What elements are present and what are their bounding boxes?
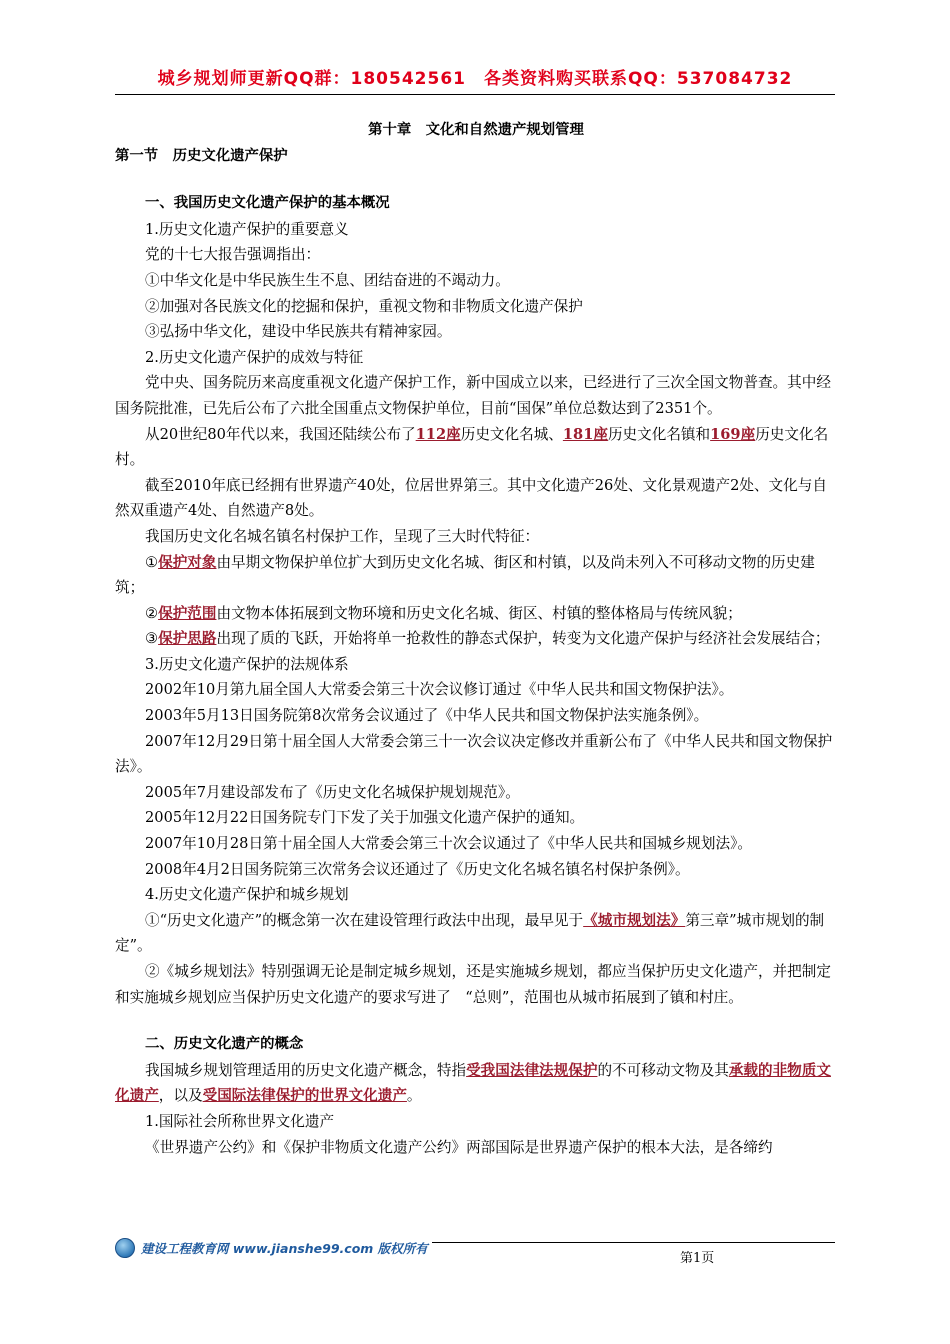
highlight-city-planning-law: 《城市规划法》 (583, 911, 686, 929)
paragraph: 党的十七大报告强调指出： (145, 246, 321, 264)
globe-icon (115, 1238, 135, 1258)
footer-logo-text: 建设工程教育网 www.jianshe99.com 版权所有 (141, 1241, 428, 1256)
highlight-world-heritage: 受国际法律保护的世界文化遗产 (202, 1087, 407, 1105)
document-body (115, 118, 837, 1160)
paragraph: 2003年5月13日国务院第8次常务会议通过了《中华人民共和国文物保护法实施条例》。 (145, 707, 709, 725)
highlight-domestic-law: 受我国法律法规保护 (466, 1061, 598, 1079)
paragraph: 2005年12月22日国务院专门下发了关于加强文化遗产保护的通知。 (145, 809, 585, 827)
paragraph: 2008年4月2日国务院第三次常务会议还通过了《历史文化名城名镇名村保护条例》。 (145, 860, 690, 878)
header-divider (115, 94, 835, 95)
highlight-181: 181座 (562, 425, 608, 443)
paragraph: 截至2010年底已经拥有世界遗产40处，位居世界第三。其中文化遗产26处、文化景观遗产2处、文化与自然双重遗产4处、自然遗产8处。 (115, 476, 827, 520)
paragraph: ②保护范围由文物本体拓展到文物环境和历史文化名城、街区、村镇的整体格局与传统风貌； (145, 604, 742, 622)
paragraph: 我国城乡规划管理适用的历史文化遗产概念，特指受我国法律法规保护的不可移动文物及其承载的非物质文化遗产，以及受国际法律保护的世界文化遗产。 (115, 1061, 831, 1105)
paragraph: 党中央、国务院历来高度重视文化遗产保护工作，新中国成立以来，已经进行了三次全国文物普查。其中经国务院批准，已先后公布了六批全国重点文物保护单位，目前“国保”单位总数达到了2351个。 (115, 374, 831, 417)
subheading: 3.历史文化遗产保护的法规体系 (145, 655, 349, 673)
part1-title: 一、我国历史文化遗产保护的基本概况 (145, 195, 390, 212)
highlight-protect-scope: 保护范围 (158, 604, 217, 622)
chapter-title: 第十章 文化和自然遗产规划管理 (368, 122, 584, 138)
subheading: 1.国际社会所称世界文化遗产 (145, 1112, 335, 1130)
header-contact: 城乡规划师更新QQ群：180542561 各类资料购买联系QQ：537084732 (157, 69, 793, 89)
subheading: 4.历史文化遗产保护和城乡规划 (145, 886, 349, 904)
paragraph: ②加强对各民族文化的挖掘和保护，重视文物和非物质文化遗产保护 (145, 297, 583, 315)
highlight-intangible: 承载的非物质文化遗产 (115, 1061, 831, 1105)
paragraph: 1.历史文化遗产保护的重要意义 (145, 220, 349, 238)
paragraph: 我国历史文化名城名镇名村保护工作，呈现了三大时代特征： (145, 527, 540, 545)
page-number: 第1页 (680, 1251, 715, 1266)
paragraph: 2007年10月28日第十届全国人大常委会第三十次会议通过了《中华人民共和国城乡规划法》。 (145, 835, 752, 853)
paragraph: ①保护对象由早期文物保护单位扩大到历史文化名城、街区和村镇，以及尚未列入不可移动文物的历史建筑； (115, 553, 815, 597)
paragraph: 从20世纪80年代以来，我国还陆续公布了112座历史文化名城、181座历史文化名镇和169座历史文化名村。 (115, 425, 829, 469)
part2-title: 二、历史文化遗产的概念 (145, 1036, 304, 1053)
highlight-protect-object: 保护对象 (158, 553, 217, 571)
section-title: 第一节 历史文化遗产保护 (115, 147, 288, 164)
paragraph: ①“历史文化遗产”的概念第一次在建设管理行政法中出现，最早见于《城市规划法》第三章”城市规划的制定”。 (115, 911, 825, 955)
paragraph: 2005年7月建设部发布了《历史文化名城保护规划规范》。 (145, 783, 520, 801)
paragraph: ②《城乡规划法》特别强调无论是制定城乡规划，还是实施城乡规划，都应当保护历史文化遗产，并把制定和实施城乡规划应当保护历史文化遗产的要求写进了 “总则”，范围也从城市拓展到了镇和村庄。 (115, 963, 831, 1006)
footer-logo (115, 1238, 432, 1258)
highlight-protect-approach: 保护思路 (158, 630, 217, 648)
paragraph: ③保护思路出现了质的飞跃，开始将单一抢救性的静态式保护，转变为文化遗产保护与经济社会发展结合； (145, 630, 830, 648)
paragraph: ①中华文化是中华民族生生不息、团结奋进的不竭动力。 (145, 271, 510, 289)
highlight-112: 112座 (415, 425, 461, 443)
paragraph: 2002年10月第九届全国人大常委会第三十次会议修订通过《中华人民共和国文物保护法》。 (145, 681, 734, 699)
subheading: 2.历史文化遗产保护的成效与特征 (145, 348, 364, 366)
paragraph: 2007年12月29日第十届全国人大常委会第三十一次会议决定修改并重新公布了《中华人民共和国文物保护法》。 (115, 732, 833, 776)
paragraph: ③弘扬中华文化，建设中华民族共有精神家园。 (145, 323, 452, 341)
paragraph: 《世界遗产公约》和《保护非物质文化遗产公约》两部国际是世界遗产保护的根本大法，是各缔约 (145, 1138, 773, 1156)
highlight-169: 169座 (710, 425, 756, 443)
